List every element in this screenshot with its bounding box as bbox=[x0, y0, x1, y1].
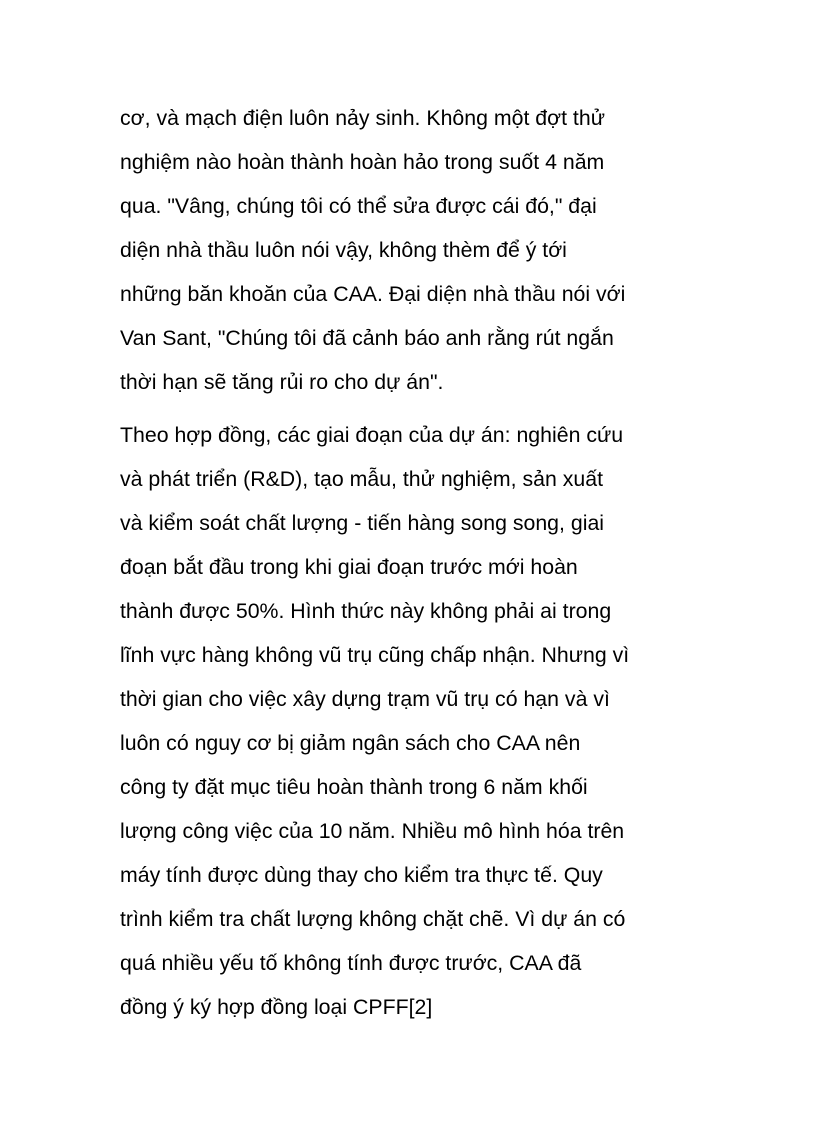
text-line: máy tính được dùng thay cho kiểm tra thực tế. Quy bbox=[120, 863, 603, 887]
text-line: đoạn bắt đầu trong khi giai đoạn trước mới hoàn bbox=[120, 555, 578, 579]
text-line: công ty đặt mục tiêu hoàn thành trong 6 năm khối bbox=[120, 775, 588, 799]
text-line: đồng ý ký hợp đồng loại CPFF[2] bbox=[120, 995, 433, 1019]
text-line: nghiệm nào hoàn thành hoàn hảo trong suốt 4 năm bbox=[120, 150, 605, 174]
text-line: và kiểm soát chất lượng - tiến hàng song song, giai bbox=[120, 511, 605, 535]
text-line: những băn khoăn của CAA. Đại diện nhà thầu nói với bbox=[120, 282, 626, 306]
text-line: và phát triển (R&D), tạo mẫu, thử nghiệm, sản xuất bbox=[120, 467, 604, 491]
text-line: Theo hợp đồng, các giai đoạn của dự án: nghiên cứu bbox=[120, 423, 624, 447]
text-line: diện nhà thầu luôn nói vậy, không thèm để ý tới bbox=[120, 238, 567, 262]
text-line: thời hạn sẽ tăng rủi ro cho dự án". bbox=[120, 370, 444, 394]
text-line: luôn có nguy cơ bị giảm ngân sách cho CAA nên bbox=[120, 731, 581, 755]
text-line: Van Sant, "Chúng tôi đã cảnh báo anh rằng rút ngắn bbox=[120, 326, 614, 350]
text-line: trình kiểm tra chất lượng không chặt chẽ. Vì dự án có bbox=[120, 907, 626, 931]
text-line: thành được 50%. Hình thức này không phải ai trong bbox=[120, 599, 612, 623]
text-line: quá nhiều yếu tố không tính được trước, CAA đã bbox=[120, 951, 582, 975]
text-line: qua. "Vâng, chúng tôi có thể sửa được cái đó," đại bbox=[120, 194, 597, 218]
text-line: cơ, và mạch điện luôn nảy sinh. Không một đợt thử bbox=[120, 106, 605, 130]
text-line: lượng công việc của 10 năm. Nhiều mô hình hóa trên bbox=[120, 819, 625, 843]
text-line: thời gian cho việc xây dựng trạm vũ trụ có hạn và vì bbox=[120, 687, 610, 711]
text-line: lĩnh vực hàng không vũ trụ cũng chấp nhận. Nhưng vì bbox=[120, 643, 630, 667]
